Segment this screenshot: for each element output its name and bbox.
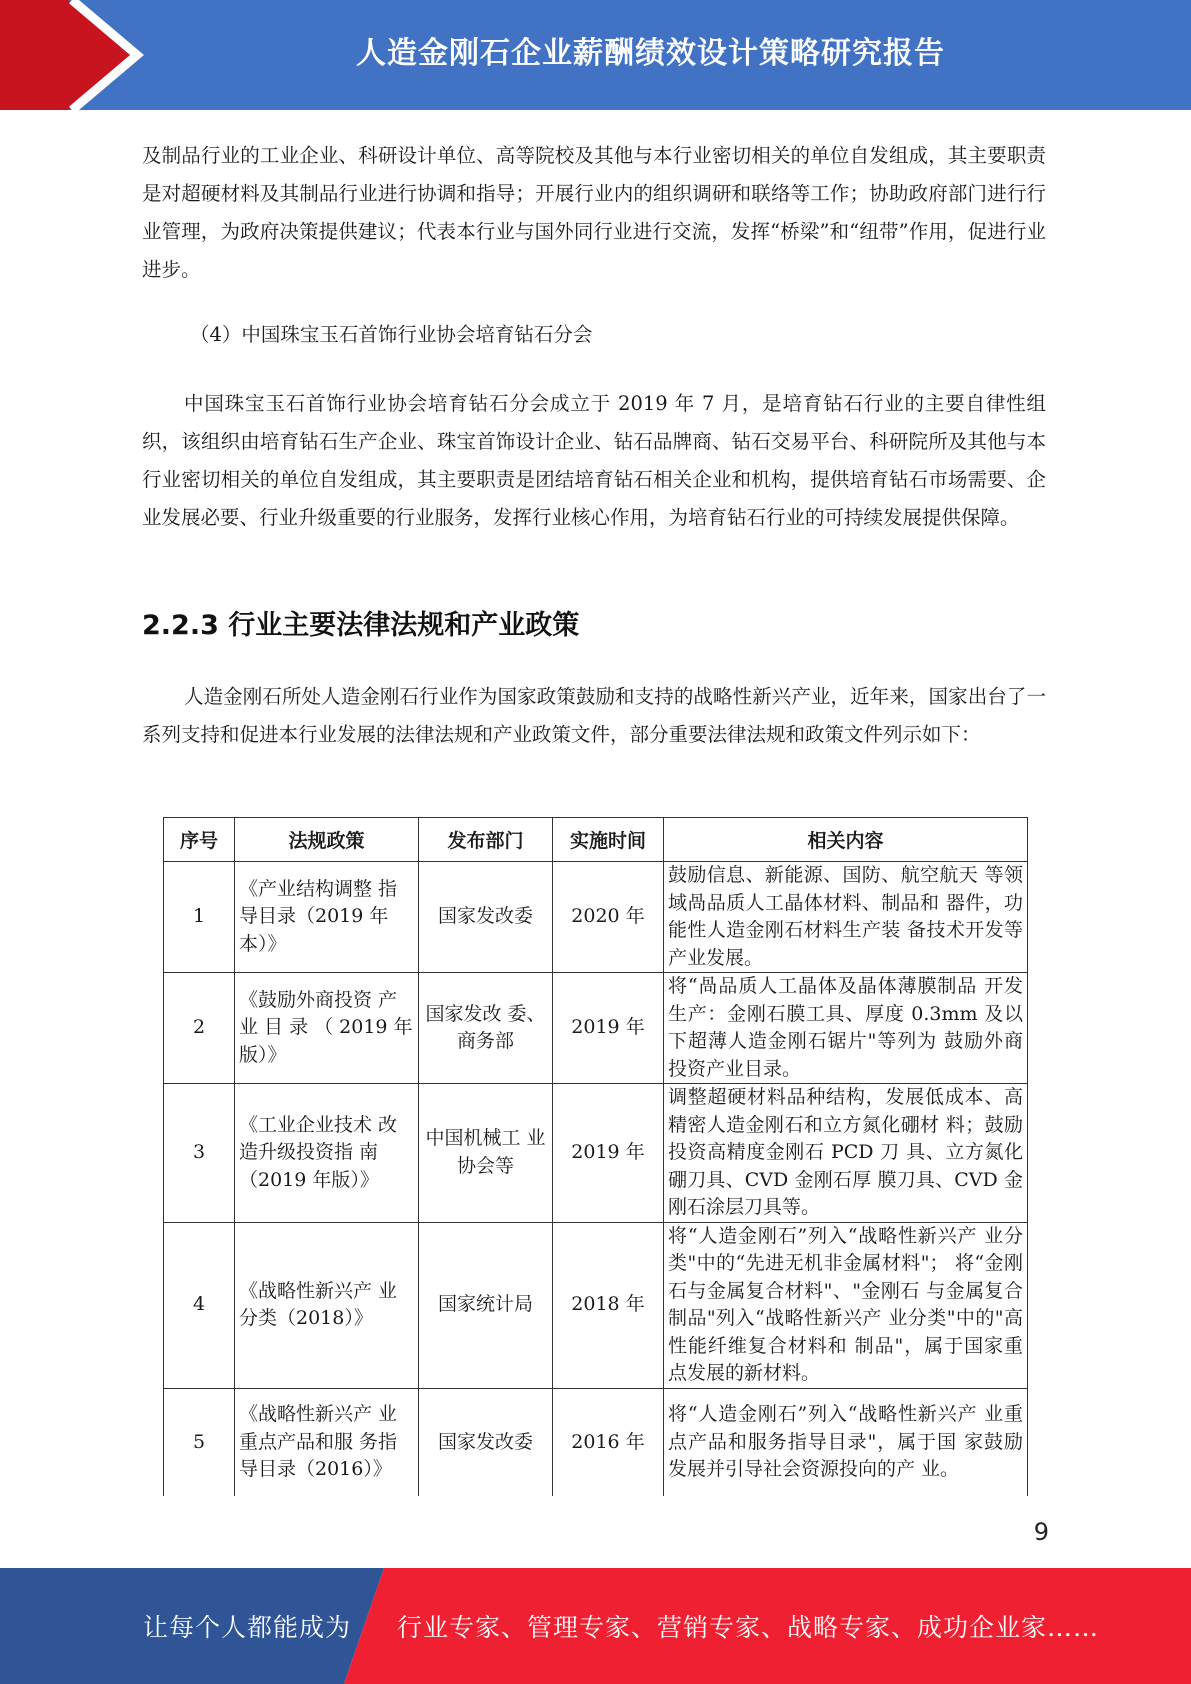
cell-law: 《鼓励外商投资 产业 目 录 （ 2019 年版）》 — [235, 973, 419, 1084]
cell-law: 《工业企业技术 改造升级投资指 南（2019 年版）》 — [235, 1084, 419, 1223]
policy-table — [163, 817, 1028, 1496]
cell-no: 4 — [164, 1222, 235, 1388]
cell-no: 3 — [164, 1084, 235, 1223]
section-heading: 2.2.3 行业主要法律法规和产业政策 — [142, 610, 580, 641]
cell-no: 1 — [164, 862, 235, 973]
subheading-jewelry-association: （4）中国珠宝玉石首饰行业协会培育钻石分会 — [190, 323, 593, 346]
cell-content: 调整超硬材料品种结构，发展低成本、高精密人造金刚石和立方氮化硼材 料；鼓励投资高精度金刚石 PCD 刀 具、立方氮化硼刀具、CVD 金刚石厚 膜刀具、CVD 金刚石涂层刀具等。 — [664, 1084, 1028, 1223]
cell-dept: 国家统计局 — [419, 1222, 553, 1388]
cell-law: 《战略性新兴产 业重点产品和服 务指导目录（2016）》 — [235, 1388, 419, 1496]
paragraph-association-duties: 及制品行业的工业企业、科研设计单位、高等院校及其他与本行业密切相关的单位自发组成，其主要职责是对超硬材料及其制品行业进行协调和指导；开展行业内的组织调研和联络等工作；协助政府部门进行行业管理，为政府决策提供建议；代表本行业与国外同行业进行交流，发挥“桥梁”和“纽带”作用，促进行业进步。 — [142, 144, 1046, 281]
table-header-row — [164, 818, 1028, 862]
header-date: 实施时间 — [553, 818, 664, 862]
footer-slogan-left: 让每个人都能成为 — [143, 1613, 352, 1642]
cell-content: 将“人造金刚石”列入“战略性新兴产 业分类"中的“先进无机非金属材料"； 将“金刚石与金属复合材料"、"金刚石 与金属复合制品"列入“战略性新兴产 业分类"中的"高性能纤维复合材料和 制品"，属于国家重点发展的新材料。 — [664, 1222, 1028, 1388]
cell-law: 《产业结构调整 指导目录（2019 年本）》 — [235, 862, 419, 973]
paragraph-policy-intro: 人造金刚石所处人造金刚石行业作为国家政策鼓励和支持的战略性新兴产业，近年来，国家出台了一系列支持和促进本行业发展的法律法规和产业政策文件，部分重要法律法规和政策文件列示如下： — [142, 685, 1046, 746]
cell-law: 《战略性新兴产 业分类（2018）》 — [235, 1222, 419, 1388]
cell-dept: 国家发改委 — [419, 1388, 553, 1496]
header-law: 法规政策 — [235, 818, 419, 862]
cell-dept: 国家发改 委、商务部 — [419, 973, 553, 1084]
cell-no: 5 — [164, 1388, 235, 1496]
table-row — [164, 1388, 1028, 1496]
report-title: 人造金刚石企业薪酬绩效设计策略研究报告 — [356, 36, 945, 71]
cell-date: 2019 年 — [553, 1084, 664, 1223]
cell-content: 鼓励信息、新能源、国防、航空航天 等领域咼品质人工晶体材料、制品和 器件，功能性人造金刚石材料生产装 备技术开发等产业发展。 — [664, 862, 1028, 973]
table-row — [164, 1084, 1028, 1223]
paragraph-cultivated-diamond-branch: 中国珠宝玉石首饰行业协会培育钻石分会成立于 2019 年 7 月，是培育钻石行业的主要自律性组织，该组织由培育钻石生产企业、珠宝首饰设计企业、钻石品牌商、钻石交易平台、科研院所及其他与本行业密切相关的单位自发组成，其主要职责是团结培育钻石相关企业和机构，提供培育钻石市场需要、企业发展必要、行业升级重要的行业服务，发挥行业核心作用，为培育钻石行业的可持续发展提供保障。 — [142, 392, 1046, 529]
cell-no: 2 — [164, 973, 235, 1084]
header-no: 序号 — [164, 818, 235, 862]
page-number: 9 — [1033, 1518, 1049, 1546]
cell-date: 2016 年 — [553, 1388, 664, 1496]
cell-date: 2020 年 — [553, 862, 664, 973]
header-content: 相关内容 — [664, 818, 1028, 862]
table-row — [164, 1222, 1028, 1388]
table-row — [164, 973, 1028, 1084]
cell-date: 2019 年 — [553, 973, 664, 1084]
header-dept: 发布部门 — [419, 818, 553, 862]
page-header — [0, 0, 1191, 110]
cell-content: 将“咼品质人工晶体及晶体薄膜制品 开发生产：金刚石膜工具、厚度 0.3mm 及以下超薄人造金刚石锯片"等列为 鼓励外商投资产业目录。 — [664, 973, 1028, 1084]
cell-dept: 国家发改委 — [419, 862, 553, 973]
cell-date: 2018 年 — [553, 1222, 664, 1388]
table-row — [164, 862, 1028, 973]
cell-dept: 中国机械工 业协会等 — [419, 1084, 553, 1223]
footer-slogan-right: 行业专家、管理专家、营销专家、战略专家、成功企业家…… — [397, 1613, 1100, 1642]
cell-content: 将“人造金刚石”列入“战略性新兴产 业重点产品和服务指导目录"，属于国 家鼓励发展并引导社会资源投向的产 业。 — [664, 1388, 1028, 1496]
page-footer — [0, 1568, 1191, 1684]
